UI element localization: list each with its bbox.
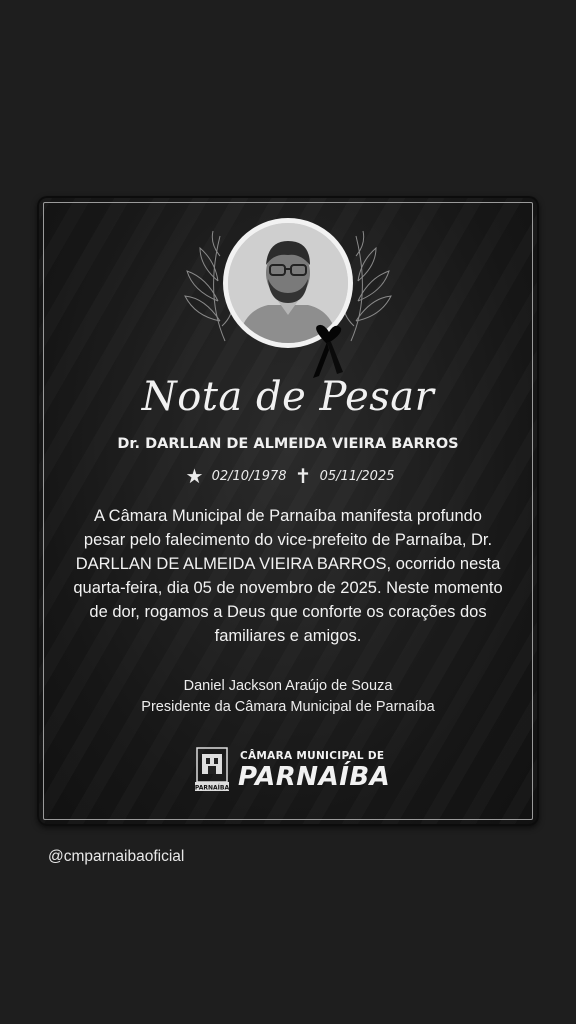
instagram-handle[interactable]: @cmparnaibaoficial — [48, 848, 185, 865]
signature-role: Presidente da Câmara Municipal de Parnaíba — [141, 699, 435, 715]
logo-line2: PARNAÍBA — [238, 762, 391, 792]
message-line: quarta-feira, dia 05 de novembro de 2025. Neste momento — [73, 579, 503, 597]
coat-of-arms-icon — [194, 746, 230, 792]
message-line: familiares e amigos. — [214, 627, 362, 645]
birth-date: 02/10/1978 — [211, 469, 287, 484]
star-icon: ★ — [185, 464, 204, 488]
cross-icon: ✝ — [294, 464, 312, 488]
logo-line1: CÂMARA MUNICIPAL DE — [240, 750, 385, 762]
chamber-logo — [194, 746, 391, 794]
life-dates — [37, 464, 539, 488]
signature-name: Daniel Jackson Araújo de Souza — [183, 678, 393, 694]
condolence-message — [63, 504, 513, 648]
signature-block — [37, 676, 539, 718]
crest-label: PARNAÍBA — [194, 784, 230, 792]
message-line: A Câmara Municipal de Parnaíba manifesta profundo — [94, 507, 482, 525]
mourning-ribbon-icon — [307, 324, 347, 380]
card-title: Nota de Pesar — [141, 374, 435, 420]
deceased-name: Dr. DARLLAN DE ALMEIDA VIEIRA BARROS — [117, 436, 459, 452]
condolence-card — [37, 196, 539, 826]
message-line: pesar pelo falecimento do vice-prefeito de Parnaíba, Dr. — [83, 531, 493, 549]
message-line: de dor, rogamos a Deus que conforte os corações dos — [89, 603, 487, 621]
death-date: 05/11/2025 — [319, 469, 395, 484]
message-line: DARLLAN DE ALMEIDA VIEIRA BARROS, ocorrido nesta — [75, 555, 501, 573]
